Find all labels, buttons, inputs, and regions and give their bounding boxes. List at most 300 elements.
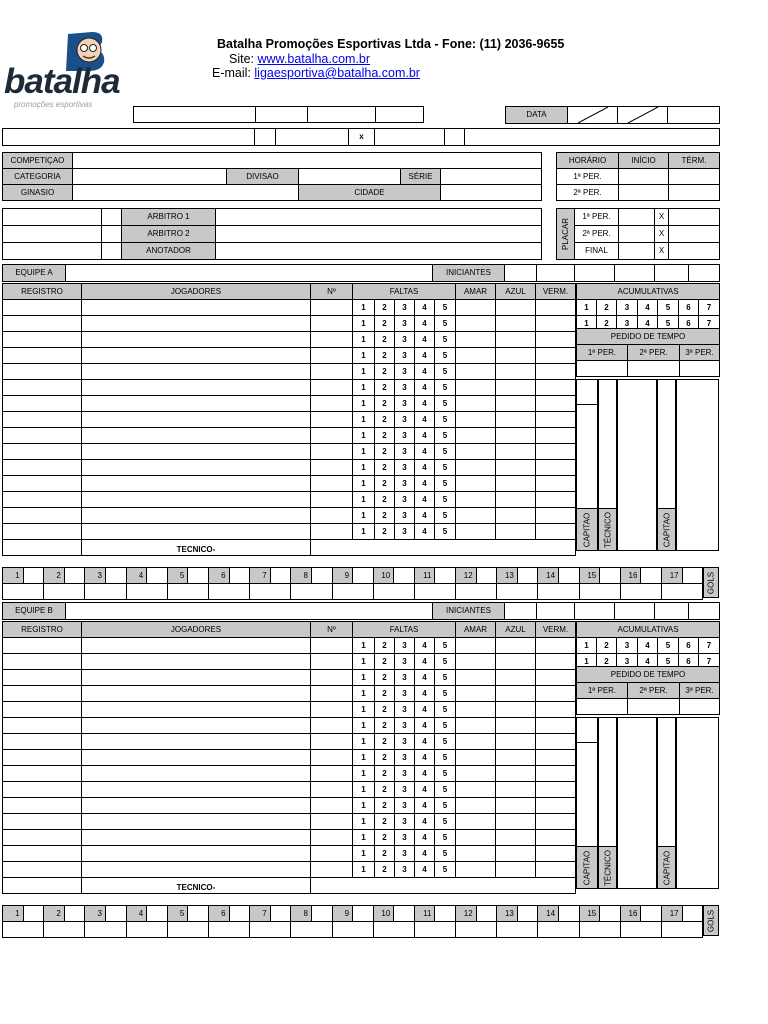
foul-number[interactable]: 5	[435, 830, 456, 846]
jogador-cell[interactable]	[82, 734, 311, 750]
azul-cell[interactable]	[496, 734, 536, 750]
foul-number[interactable]: 3	[395, 830, 415, 846]
jogador-cell[interactable]	[82, 830, 311, 846]
iniciante-field[interactable]	[505, 603, 537, 620]
foul-number[interactable]: 5	[435, 460, 456, 476]
numero-cell[interactable]	[311, 508, 353, 524]
registro-cell[interactable]	[3, 830, 82, 846]
goal-field[interactable]	[188, 906, 209, 922]
verm-cell[interactable]	[536, 524, 576, 540]
foul-number[interactable]: 2	[375, 332, 395, 348]
goal-field[interactable]	[682, 906, 703, 922]
jogador-cell[interactable]	[82, 862, 311, 878]
foul-number[interactable]: 2	[375, 508, 395, 524]
accum-number[interactable]: 6	[679, 654, 699, 670]
score-field[interactable]	[619, 209, 655, 226]
goal-field[interactable]	[620, 922, 661, 938]
foul-number[interactable]: 4	[415, 798, 435, 814]
competicao-field[interactable]	[73, 153, 542, 169]
accum-number[interactable]: 7	[699, 316, 720, 332]
goal-field[interactable]	[662, 922, 703, 938]
accum-number[interactable]: 4	[638, 654, 658, 670]
foul-number[interactable]: 3	[395, 670, 415, 686]
score-field[interactable]	[669, 243, 720, 260]
foul-number[interactable]: 2	[375, 862, 395, 878]
goal-field[interactable]	[579, 922, 620, 938]
accum-number[interactable]: 1	[577, 316, 597, 332]
accum-number[interactable]: 3	[617, 300, 638, 316]
amar-cell[interactable]	[456, 846, 496, 862]
amar-cell[interactable]	[456, 332, 496, 348]
goal-field[interactable]	[44, 922, 85, 938]
registro-cell[interactable]	[3, 300, 82, 316]
accum-number[interactable]: 6	[679, 300, 699, 316]
registro-cell[interactable]	[3, 492, 82, 508]
foul-number[interactable]: 5	[435, 670, 456, 686]
amar-cell[interactable]	[456, 396, 496, 412]
foul-number[interactable]: 1	[353, 830, 375, 846]
arbitro1-field[interactable]	[216, 209, 542, 226]
verm-cell[interactable]	[536, 734, 576, 750]
numero-cell[interactable]	[311, 734, 353, 750]
goal-field[interactable]	[353, 906, 374, 922]
foul-number[interactable]: 1	[353, 300, 375, 316]
foul-number[interactable]: 5	[435, 798, 456, 814]
goal-field[interactable]	[414, 584, 455, 600]
goal-field[interactable]	[3, 584, 44, 600]
foul-number[interactable]: 2	[375, 686, 395, 702]
goal-field[interactable]	[456, 584, 497, 600]
field[interactable]	[3, 209, 102, 226]
foul-number[interactable]: 1	[353, 348, 375, 364]
foul-number[interactable]: 2	[375, 412, 395, 428]
foul-number[interactable]: 5	[435, 428, 456, 444]
goal-field[interactable]	[600, 906, 621, 922]
registro-cell[interactable]	[3, 380, 82, 396]
amar-cell[interactable]	[456, 380, 496, 396]
registro-cell[interactable]	[3, 638, 82, 654]
foul-number[interactable]: 4	[415, 300, 435, 316]
amar-cell[interactable]	[456, 524, 496, 540]
email-link[interactable]: ligaesportiva@batalha.com.br	[254, 66, 420, 80]
foul-number[interactable]: 1	[353, 524, 375, 540]
foul-number[interactable]: 4	[415, 508, 435, 524]
goal-field[interactable]	[270, 906, 291, 922]
azul-cell[interactable]	[496, 814, 536, 830]
foul-number[interactable]: 4	[415, 766, 435, 782]
foul-number[interactable]: 3	[395, 702, 415, 718]
goal-field[interactable]	[620, 584, 661, 600]
foul-number[interactable]: 3	[395, 300, 415, 316]
amar-cell[interactable]	[456, 782, 496, 798]
jogador-cell[interactable]	[82, 492, 311, 508]
jogador-cell[interactable]	[82, 428, 311, 444]
numero-cell[interactable]	[311, 798, 353, 814]
numero-cell[interactable]	[311, 380, 353, 396]
foul-number[interactable]: 3	[395, 476, 415, 492]
azul-cell[interactable]	[496, 830, 536, 846]
iniciante-field[interactable]	[575, 265, 615, 282]
jogador-cell[interactable]	[82, 316, 311, 332]
goal-field[interactable]	[394, 568, 415, 584]
goal-field[interactable]	[250, 922, 291, 938]
numero-cell[interactable]	[311, 460, 353, 476]
foul-number[interactable]: 2	[375, 718, 395, 734]
foul-number[interactable]: 4	[415, 444, 435, 460]
goal-field[interactable]	[311, 568, 332, 584]
goal-field[interactable]	[85, 922, 126, 938]
numero-cell[interactable]	[311, 670, 353, 686]
numero-cell[interactable]	[311, 702, 353, 718]
registro-cell[interactable]	[3, 798, 82, 814]
accum-number[interactable]: 7	[699, 638, 720, 654]
foul-number[interactable]: 3	[395, 396, 415, 412]
amar-cell[interactable]	[456, 316, 496, 332]
registro-cell[interactable]	[3, 476, 82, 492]
verm-cell[interactable]	[536, 412, 576, 428]
foul-number[interactable]: 3	[395, 364, 415, 380]
goal-field[interactable]	[208, 584, 249, 600]
registro-cell[interactable]	[3, 524, 82, 540]
accum-number[interactable]: 1	[577, 638, 597, 654]
numero-cell[interactable]	[311, 654, 353, 670]
amar-cell[interactable]	[456, 638, 496, 654]
jogador-cell[interactable]	[82, 364, 311, 380]
field[interactable]	[102, 226, 122, 243]
foul-number[interactable]: 5	[435, 492, 456, 508]
numero-cell[interactable]	[311, 782, 353, 798]
score-field[interactable]	[619, 243, 655, 260]
field[interactable]	[376, 107, 424, 123]
amar-cell[interactable]	[456, 364, 496, 380]
goal-field[interactable]	[394, 906, 415, 922]
home-score-field[interactable]	[255, 129, 276, 146]
jogador-cell[interactable]	[82, 782, 311, 798]
foul-number[interactable]: 4	[415, 316, 435, 332]
accum-number[interactable]: 5	[658, 654, 679, 670]
foul-number[interactable]: 1	[353, 686, 375, 702]
goal-field[interactable]	[476, 906, 497, 922]
foul-number[interactable]: 5	[435, 348, 456, 364]
goal-field[interactable]	[126, 922, 167, 938]
goal-field[interactable]	[105, 906, 126, 922]
foul-number[interactable]: 3	[395, 524, 415, 540]
registro-cell[interactable]	[3, 814, 82, 830]
foul-number[interactable]: 5	[435, 508, 456, 524]
verm-cell[interactable]	[536, 766, 576, 782]
amar-cell[interactable]	[456, 460, 496, 476]
date-day[interactable]	[568, 107, 618, 124]
score-field[interactable]	[619, 226, 655, 243]
site-link[interactable]: www.batalha.com.br	[257, 52, 371, 66]
amar-cell[interactable]	[456, 734, 496, 750]
registro-cell[interactable]	[3, 348, 82, 364]
foul-number[interactable]: 1	[353, 798, 375, 814]
foul-number[interactable]: 1	[353, 734, 375, 750]
timeout-field[interactable]	[680, 699, 720, 715]
iniciante-field[interactable]	[575, 603, 615, 620]
foul-number[interactable]: 3	[395, 380, 415, 396]
foul-number[interactable]: 5	[435, 750, 456, 766]
azul-cell[interactable]	[496, 380, 536, 396]
foul-number[interactable]: 4	[415, 686, 435, 702]
foul-number[interactable]: 1	[353, 332, 375, 348]
timeout-field[interactable]	[628, 699, 680, 715]
goal-field[interactable]	[250, 584, 291, 600]
goal-field[interactable]	[538, 584, 579, 600]
foul-number[interactable]: 4	[415, 364, 435, 380]
field[interactable]	[3, 226, 102, 243]
foul-number[interactable]: 4	[415, 830, 435, 846]
verm-cell[interactable]	[536, 348, 576, 364]
verm-cell[interactable]	[536, 444, 576, 460]
foul-number[interactable]: 1	[353, 364, 375, 380]
jogador-cell[interactable]	[82, 670, 311, 686]
azul-cell[interactable]	[496, 348, 536, 364]
foul-number[interactable]: 1	[353, 508, 375, 524]
foul-number[interactable]: 3	[395, 798, 415, 814]
foul-number[interactable]: 3	[395, 750, 415, 766]
iniciante-field[interactable]	[689, 603, 720, 620]
jogador-cell[interactable]	[82, 444, 311, 460]
accum-number[interactable]: 6	[679, 638, 699, 654]
goal-field[interactable]	[476, 568, 497, 584]
registro-cell[interactable]	[3, 396, 82, 412]
accum-number[interactable]: 3	[617, 638, 638, 654]
jogador-cell[interactable]	[82, 380, 311, 396]
goal-field[interactable]	[3, 922, 44, 938]
foul-number[interactable]: 1	[353, 428, 375, 444]
foul-number[interactable]: 4	[415, 846, 435, 862]
foul-number[interactable]: 4	[415, 492, 435, 508]
foul-number[interactable]: 2	[375, 830, 395, 846]
time-field[interactable]	[669, 169, 720, 185]
goal-field[interactable]	[167, 584, 208, 600]
jogador-cell[interactable]	[82, 654, 311, 670]
foul-number[interactable]: 4	[415, 782, 435, 798]
numero-cell[interactable]	[311, 686, 353, 702]
goal-field[interactable]	[662, 584, 703, 600]
azul-cell[interactable]	[496, 316, 536, 332]
goal-field[interactable]	[559, 906, 580, 922]
amar-cell[interactable]	[456, 702, 496, 718]
amar-cell[interactable]	[456, 830, 496, 846]
goal-field[interactable]	[23, 906, 44, 922]
numero-cell[interactable]	[311, 300, 353, 316]
iniciante-field[interactable]	[655, 603, 689, 620]
goal-field[interactable]	[517, 906, 538, 922]
foul-number[interactable]: 5	[435, 862, 456, 878]
accum-number[interactable]: 5	[658, 300, 679, 316]
amar-cell[interactable]	[456, 508, 496, 524]
accum-number[interactable]: 4	[638, 638, 658, 654]
accum-number[interactable]: 2	[597, 300, 617, 316]
goal-field[interactable]	[579, 584, 620, 600]
jogador-cell[interactable]	[82, 348, 311, 364]
signature-strip[interactable]	[676, 717, 719, 889]
jogador-cell[interactable]	[82, 686, 311, 702]
tecnico-field[interactable]	[311, 878, 576, 894]
foul-number[interactable]: 2	[375, 654, 395, 670]
foul-number[interactable]: 4	[415, 348, 435, 364]
foul-number[interactable]: 4	[415, 734, 435, 750]
foul-number[interactable]: 1	[353, 766, 375, 782]
registro-cell[interactable]	[3, 702, 82, 718]
amar-cell[interactable]	[456, 814, 496, 830]
foul-number[interactable]: 5	[435, 702, 456, 718]
foul-number[interactable]: 2	[375, 798, 395, 814]
verm-cell[interactable]	[536, 638, 576, 654]
foul-number[interactable]: 4	[415, 654, 435, 670]
goal-field[interactable]	[44, 584, 85, 600]
home-team-field[interactable]	[3, 129, 255, 146]
azul-cell[interactable]	[496, 332, 536, 348]
arbitro2-field[interactable]	[216, 226, 542, 243]
amar-cell[interactable]	[456, 670, 496, 686]
goal-field[interactable]	[497, 584, 538, 600]
goal-field[interactable]	[229, 568, 250, 584]
foul-number[interactable]: 3	[395, 718, 415, 734]
divisao-field[interactable]	[299, 169, 401, 185]
foul-number[interactable]: 3	[395, 686, 415, 702]
foul-number[interactable]: 3	[395, 348, 415, 364]
foul-number[interactable]: 4	[415, 460, 435, 476]
verm-cell[interactable]	[536, 300, 576, 316]
registro-cell[interactable]	[3, 734, 82, 750]
goal-field[interactable]	[291, 922, 332, 938]
jogador-cell[interactable]	[82, 508, 311, 524]
goal-field[interactable]	[559, 568, 580, 584]
azul-cell[interactable]	[496, 460, 536, 476]
numero-cell[interactable]	[311, 428, 353, 444]
jogador-cell[interactable]	[82, 638, 311, 654]
goal-field[interactable]	[229, 906, 250, 922]
verm-cell[interactable]	[536, 460, 576, 476]
foul-number[interactable]: 1	[353, 396, 375, 412]
azul-cell[interactable]	[496, 798, 536, 814]
accum-number[interactable]: 4	[638, 316, 658, 332]
foul-number[interactable]: 1	[353, 718, 375, 734]
foul-number[interactable]: 2	[375, 396, 395, 412]
foul-number[interactable]: 2	[375, 766, 395, 782]
goal-field[interactable]	[600, 568, 621, 584]
accum-number[interactable]: 2	[597, 638, 617, 654]
jogador-cell[interactable]	[82, 332, 311, 348]
jogador-cell[interactable]	[82, 412, 311, 428]
date-month[interactable]	[618, 107, 668, 124]
foul-number[interactable]: 1	[353, 862, 375, 878]
foul-number[interactable]: 5	[435, 380, 456, 396]
amar-cell[interactable]	[456, 428, 496, 444]
serie-field[interactable]	[441, 169, 542, 185]
foul-number[interactable]: 1	[353, 846, 375, 862]
azul-cell[interactable]	[496, 766, 536, 782]
field[interactable]	[276, 129, 349, 146]
azul-cell[interactable]	[496, 476, 536, 492]
foul-number[interactable]: 2	[375, 702, 395, 718]
ginasio-field[interactable]	[73, 185, 299, 201]
verm-cell[interactable]	[536, 654, 576, 670]
goal-field[interactable]	[373, 922, 414, 938]
goal-field[interactable]	[517, 568, 538, 584]
goal-field[interactable]	[414, 922, 455, 938]
foul-number[interactable]: 2	[375, 380, 395, 396]
foul-number[interactable]: 5	[435, 300, 456, 316]
foul-number[interactable]: 4	[415, 750, 435, 766]
azul-cell[interactable]	[496, 670, 536, 686]
accum-number[interactable]: 5	[658, 316, 679, 332]
timeout-field[interactable]	[577, 699, 628, 715]
foul-number[interactable]: 4	[415, 814, 435, 830]
foul-number[interactable]: 4	[415, 862, 435, 878]
goal-field[interactable]	[332, 922, 373, 938]
signature-strip[interactable]	[617, 379, 657, 551]
accum-number[interactable]: 2	[597, 654, 617, 670]
foul-number[interactable]: 1	[353, 460, 375, 476]
anotador-field[interactable]	[216, 243, 542, 260]
goal-field[interactable]	[641, 568, 662, 584]
goal-field[interactable]	[456, 922, 497, 938]
registro-cell[interactable]	[3, 766, 82, 782]
field[interactable]	[308, 107, 376, 123]
foul-number[interactable]: 2	[375, 638, 395, 654]
signature-strip[interactable]	[676, 379, 719, 551]
amar-cell[interactable]	[456, 412, 496, 428]
goal-field[interactable]	[188, 568, 209, 584]
foul-number[interactable]: 3	[395, 846, 415, 862]
verm-cell[interactable]	[536, 686, 576, 702]
verm-cell[interactable]	[536, 396, 576, 412]
time-field[interactable]	[619, 185, 669, 201]
foul-number[interactable]: 4	[415, 638, 435, 654]
field[interactable]	[3, 243, 102, 260]
verm-cell[interactable]	[536, 702, 576, 718]
goal-field[interactable]	[64, 568, 85, 584]
amar-cell[interactable]	[456, 654, 496, 670]
goal-field[interactable]	[497, 922, 538, 938]
numero-cell[interactable]	[311, 846, 353, 862]
foul-number[interactable]: 5	[435, 846, 456, 862]
numero-cell[interactable]	[311, 412, 353, 428]
jogador-cell[interactable]	[82, 300, 311, 316]
foul-number[interactable]: 1	[353, 412, 375, 428]
field[interactable]	[256, 107, 308, 123]
amar-cell[interactable]	[456, 444, 496, 460]
foul-number[interactable]: 5	[435, 444, 456, 460]
registro-cell[interactable]	[3, 364, 82, 380]
foul-number[interactable]: 3	[395, 492, 415, 508]
team-name-field[interactable]	[66, 265, 433, 282]
jogador-cell[interactable]	[82, 702, 311, 718]
jogador-cell[interactable]	[82, 814, 311, 830]
iniciante-field[interactable]	[615, 603, 655, 620]
azul-cell[interactable]	[496, 718, 536, 734]
amar-cell[interactable]	[456, 476, 496, 492]
verm-cell[interactable]	[536, 750, 576, 766]
registro-cell[interactable]	[3, 428, 82, 444]
numero-cell[interactable]	[311, 814, 353, 830]
numero-cell[interactable]	[311, 862, 353, 878]
categoria-field[interactable]	[73, 169, 227, 185]
foul-number[interactable]: 5	[435, 316, 456, 332]
accum-number[interactable]: 3	[617, 316, 638, 332]
foul-number[interactable]: 1	[353, 492, 375, 508]
accum-number[interactable]: 1	[577, 654, 597, 670]
away-score-field[interactable]	[445, 129, 465, 146]
numero-cell[interactable]	[311, 718, 353, 734]
verm-cell[interactable]	[536, 492, 576, 508]
goal-field[interactable]	[538, 922, 579, 938]
